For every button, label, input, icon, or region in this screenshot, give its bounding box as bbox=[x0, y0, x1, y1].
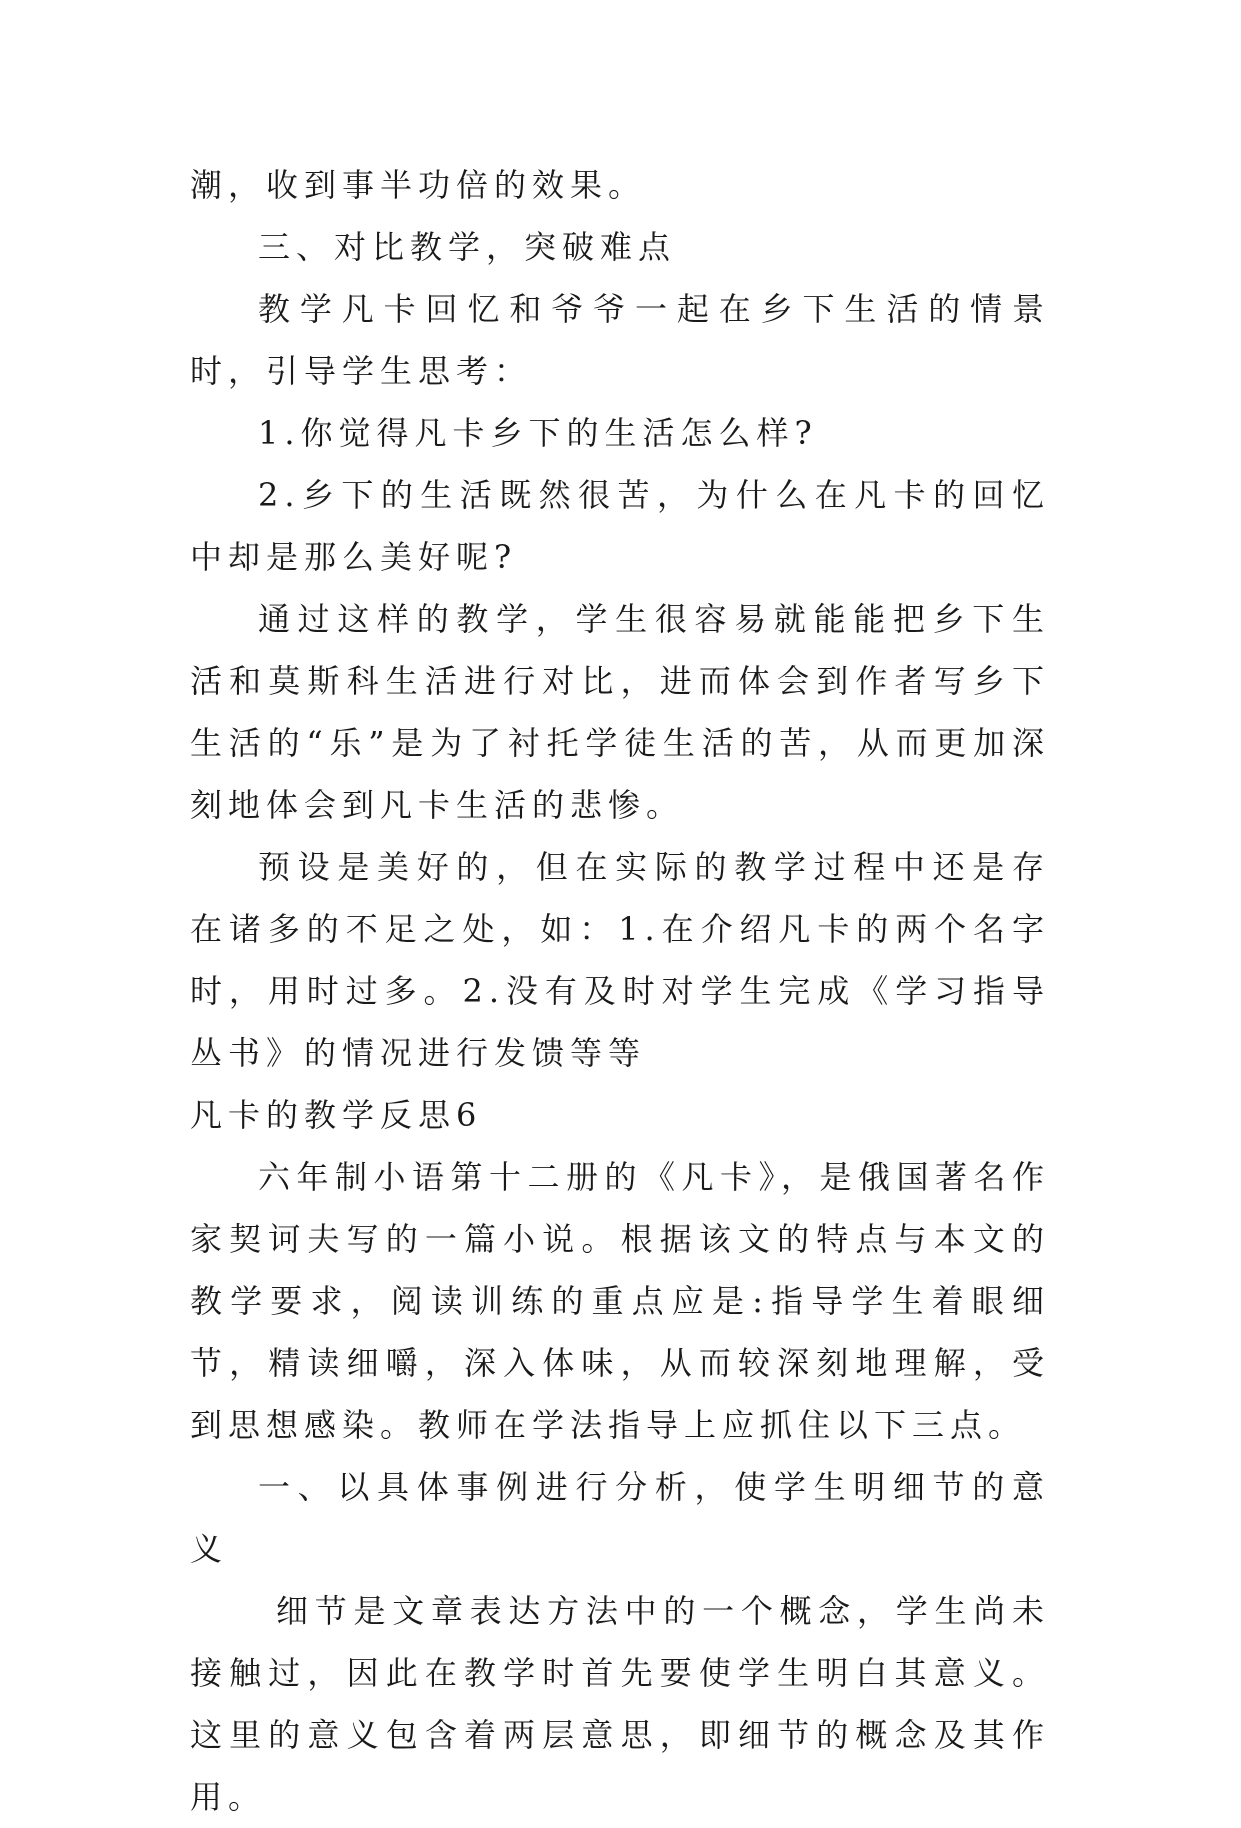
paragraph-continuation: 潮，收到事半功倍的效果。 bbox=[190, 166, 647, 204]
paragraph: 预设是美好的，但在实际的教学过程中还是存在诸多的不足之处，如：1.在介绍凡卡的两个名字时，用时过多。2.没有及时对学生完成《学习指导丛书》的情况进行发馈等等 bbox=[190, 848, 1050, 1072]
paragraph: 通过这样的教学，学生很容易就能能把乡下生活和莫斯科生活进行对比，进而体会到作者写乡下生活的“乐”是为了衬托学徒生活的苦，从而更加深刻地体会到凡卡生活的悲惨。 bbox=[190, 600, 1050, 824]
paragraph: 教学凡卡回忆和爷爷一起在乡下生活的情景时，引导学生思考： bbox=[190, 290, 1050, 390]
section-heading-3: 三、对比教学，突破难点 bbox=[258, 228, 677, 266]
question-item-2: 2.乡下的生活既然很苦，为什么在凡卡的回忆中却是那么美好呢? bbox=[190, 476, 1050, 576]
document-body bbox=[190, 154, 1050, 1828]
article-title: 凡卡的教学反思6 bbox=[190, 1096, 483, 1134]
question-item-1: 1.你觉得凡卡乡下的生活怎么样? bbox=[258, 414, 818, 452]
section-heading-1: 一、以具体事例进行分析，使学生明细节的意义 bbox=[190, 1468, 1050, 1568]
paragraph: 六年制小语第十二册的《凡卡》，是俄国著名作家契诃夫写的一篇小说。根据该文的特点与本文的教学要求，阅读训练的重点应是:指导学生着眼细节，精读细嚼，深入体味，从而较深刻地理解，受到思想感染。教师在学法指导上应抓住以下三点。 bbox=[190, 1158, 1050, 1444]
paragraph: 细节是文章表达方法中的一个概念，学生尚未接触过，因此在教学时首先要使学生明白其意义。这里的意义包含着两层意思，即细节的概念及其作用。 bbox=[190, 1592, 1050, 1816]
